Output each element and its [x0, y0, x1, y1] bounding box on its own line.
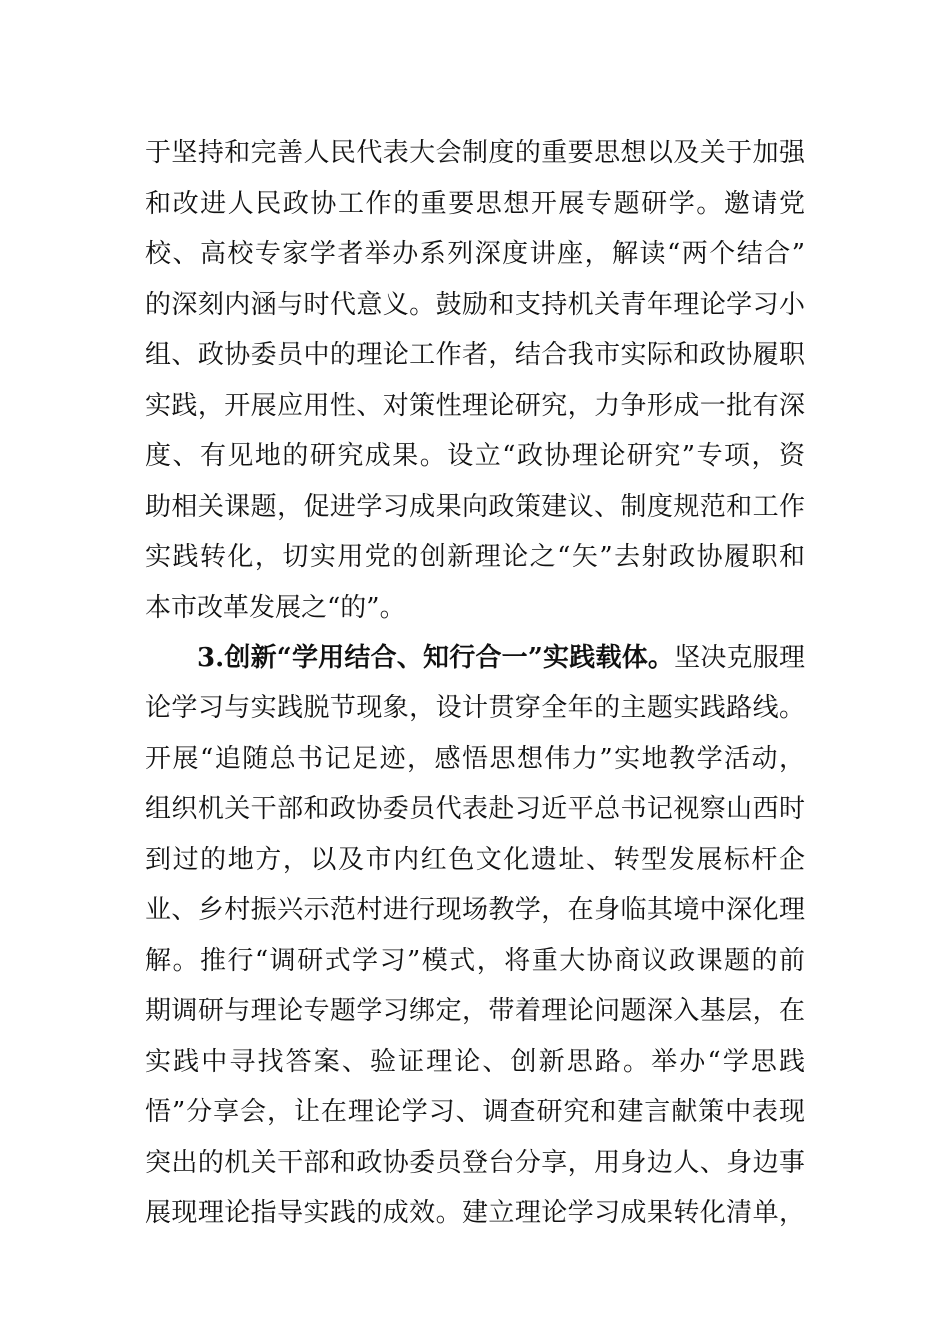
paragraph-1-line: 实践，开展应用性、对策性理论研究，力争形成一批有深 — [145, 391, 805, 421]
paragraph-2-line: 论学习与实践脱节现象，设计贯穿全年的主题实践路线。 — [145, 693, 805, 723]
paragraph-1-line: 组、政协委员中的理论工作者，结合我市实际和政协履职 — [145, 340, 805, 370]
paragraph-1-line: 于坚持和完善人民代表大会制度的重要思想以及关于加强 — [145, 138, 805, 168]
paragraph-2-first-line-text: 坚决克服理 — [674, 643, 805, 673]
paragraph-2-line: 展现理论指导实践的成效。建立理论学习成果转化清单， — [145, 1198, 805, 1228]
paragraph-2-line: 突出的机关干部和政协委员登台分享，用身边人、身边事 — [145, 1148, 805, 1178]
paragraph-2-line: 解。推行“调研式学习”模式，将重大协商议政课题的前 — [145, 946, 805, 976]
paragraph-1-line: 助相关课题，促进学习成果向政策建议、制度规范和工作 — [145, 492, 805, 522]
paragraph-2-line: 到过的地方，以及市内红色文化遗址、转型发展标杆企 — [145, 845, 805, 875]
paragraph-1-line: 本市改革发展之“的”。 — [145, 593, 406, 623]
paragraph-2-first-line — [197, 638, 805, 678]
paragraph-2-line: 期调研与理论专题学习绑定，带着理论问题深入基层，在 — [145, 996, 805, 1026]
paragraph-1-line: 度、有见地的研究成果。设立“政协理论研究”专项，资 — [145, 441, 805, 471]
paragraph-2-line: 组织机关干部和政协委员代表赴习近平总书记视察山西时 — [145, 794, 805, 824]
paragraph-2-line: 实践中寻找答案、验证理论、创新思路。举办“学思践 — [145, 1047, 805, 1077]
paragraph-2-line: 开展“追随总书记足迹，感悟思想伟力”实地教学活动， — [145, 744, 805, 774]
paragraph-1-line: 实践转化，切实用党的创新理论之“矢”去射政协履职和 — [145, 542, 805, 572]
paragraph-2-line: 悟”分享会，让在理论学习、调查研究和建言献策中表现 — [145, 1097, 805, 1127]
paragraph-1-line: 校、高校专家学者举办系列深度讲座，解读“两个结合” — [145, 239, 805, 269]
section-heading: 3.创新“学用结合、知行合一”实践载体。 — [197, 643, 675, 673]
paragraph-1-line: 和改进人民政协工作的重要思想开展专题研学。邀请党 — [145, 189, 805, 219]
paragraph-2-line: 业、乡村振兴示范村进行现场教学，在身临其境中深化理 — [145, 895, 805, 925]
paragraph-1-line: 的深刻内涵与时代意义。鼓励和支持机关青年理论学习小 — [145, 290, 805, 320]
